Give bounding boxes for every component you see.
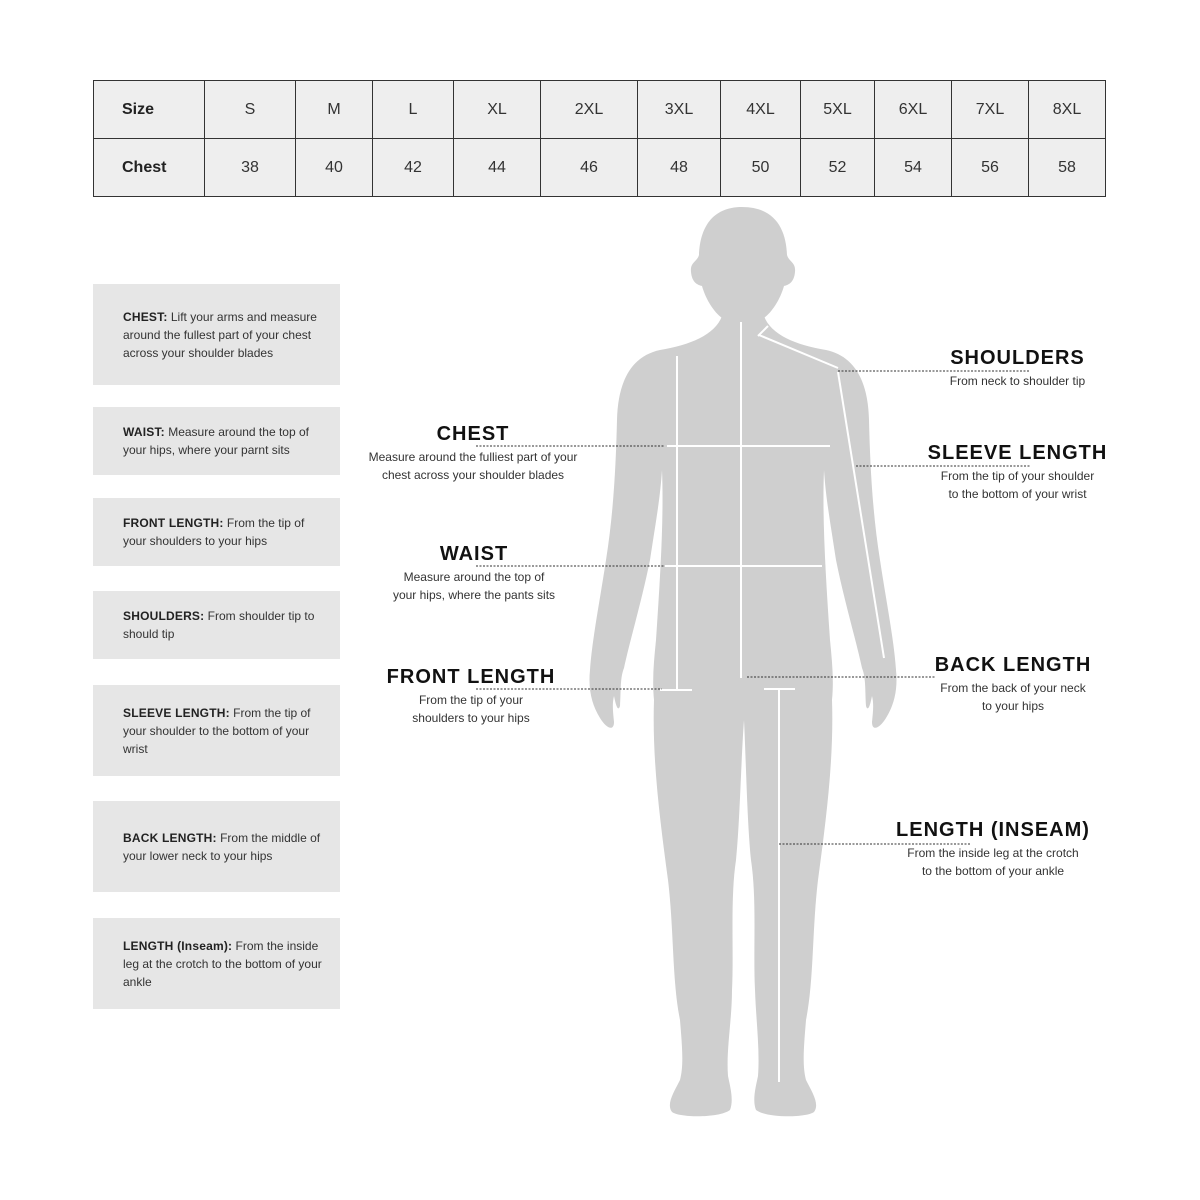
- shoulders-callout-desc-1: From neck to shoulder tip: [949, 374, 1086, 388]
- size-cell: 2XL: [541, 81, 638, 139]
- shoulders-callout: [930, 346, 1105, 390]
- size-cell: 7XL: [952, 81, 1029, 139]
- back-length-instruction-label: BACK LENGTH:: [123, 830, 217, 845]
- waist-instruction-text: Measure around the top of your hips, where your parnt sits: [123, 425, 309, 457]
- chest-cell: 40: [296, 139, 373, 197]
- chest-cell: 38: [205, 139, 296, 197]
- chest-callout-desc-2: chest across your shoulder blades: [381, 468, 565, 482]
- sleeve-length-callout-desc-2: to the bottom of your wrist: [948, 487, 1087, 501]
- inseam-callout-title: LENGTH (INSEAM): [896, 819, 1090, 841]
- back-length-instruction-text: From the middle of your lower neck to your hips: [123, 830, 321, 863]
- front-length-instruction-label: FRONT LENGTH:: [123, 516, 224, 530]
- sleeve-length-callout: [920, 441, 1115, 503]
- chest-cell: 48: [638, 139, 721, 197]
- body-silhouette: [589, 207, 896, 1116]
- sleeve-length-instruction-label: SLEEVE LENGTH:: [123, 705, 230, 720]
- back-length-callout-desc-2: to your hips: [981, 699, 1045, 713]
- chest-instruction-text: Lift your arms and measure around the fullest part of your chest across your shoulder blades: [123, 309, 317, 360]
- size-cell: 8XL: [1029, 81, 1106, 139]
- sleeve-length-instruction-text: From the tip of your shoulder to the bottom of your wrist: [123, 705, 311, 756]
- back-length-callout: [922, 653, 1104, 715]
- chest-cell: 58: [1029, 139, 1106, 197]
- chest-cell: 46: [541, 139, 638, 197]
- chest-callout-desc-1: Measure around the fulliest part of your: [368, 450, 578, 464]
- shoulders-callout-title: SHOULDERS: [950, 347, 1085, 369]
- chest-instruction-label: CHEST:: [123, 309, 168, 324]
- shoulders-instruction-text: From shoulder tip to should tip: [123, 609, 315, 641]
- front-length-callout-title: FRONT LENGTH: [386, 666, 556, 688]
- chest-cell: 44: [454, 139, 541, 197]
- waist-instruction-label: WAIST:: [123, 425, 165, 439]
- size-cell: L: [373, 81, 454, 139]
- chest-cell: 54: [875, 139, 952, 197]
- chest-cell: 50: [721, 139, 801, 197]
- waist-callout-title: WAIST: [439, 543, 509, 565]
- front-length-callout-desc-1: From the tip of your: [418, 693, 524, 707]
- front-length-instruction-text: From the tip of your shoulders to your hips: [123, 516, 305, 548]
- sleeve-length-callout-desc-1: From the tip of your shoulder: [940, 469, 1095, 483]
- chest-cell: 56: [952, 139, 1029, 197]
- size-cell: S: [205, 81, 296, 139]
- waist-callout-desc-2: your hips, where the pants sits: [392, 588, 556, 602]
- waist-callout: [374, 542, 574, 604]
- inseam-callout-desc-2: to the bottom of your ankle: [921, 864, 1065, 878]
- size-cell: M: [296, 81, 373, 139]
- size-cell: 5XL: [801, 81, 875, 139]
- inseam-instruction-label: LENGTH (Inseam):: [123, 938, 233, 953]
- chest-row-header: Chest: [94, 139, 205, 197]
- front-length-callout: [376, 665, 566, 727]
- size-cell: 3XL: [638, 81, 721, 139]
- size-cell: XL: [454, 81, 541, 139]
- sleeve-length-callout-title: SLEEVE LENGTH: [927, 442, 1108, 464]
- back-length-callout-title: BACK LENGTH: [934, 654, 1092, 676]
- chest-cell: 52: [801, 139, 875, 197]
- inseam-callout-desc-1: From the inside leg at the crotch: [907, 846, 1079, 860]
- chest-callout-title: CHEST: [436, 423, 510, 445]
- chest-cell: 42: [373, 139, 454, 197]
- chest-callout: [358, 422, 588, 484]
- inseam-instruction-text: From the inside leg at the crotch to the bottom of your ankle: [123, 938, 322, 989]
- inseam-callout: [883, 818, 1103, 880]
- size-cell: 6XL: [875, 81, 952, 139]
- front-length-callout-desc-2: shoulders to your hips: [412, 711, 530, 725]
- waist-callout-desc-1: Measure around the top of: [403, 570, 545, 584]
- size-cell: 4XL: [721, 81, 801, 139]
- shoulders-instruction-label: SHOULDERS:: [123, 609, 205, 623]
- back-length-callout-desc-1: From the back of your neck: [940, 681, 1086, 695]
- size-row-header: Size: [94, 81, 205, 139]
